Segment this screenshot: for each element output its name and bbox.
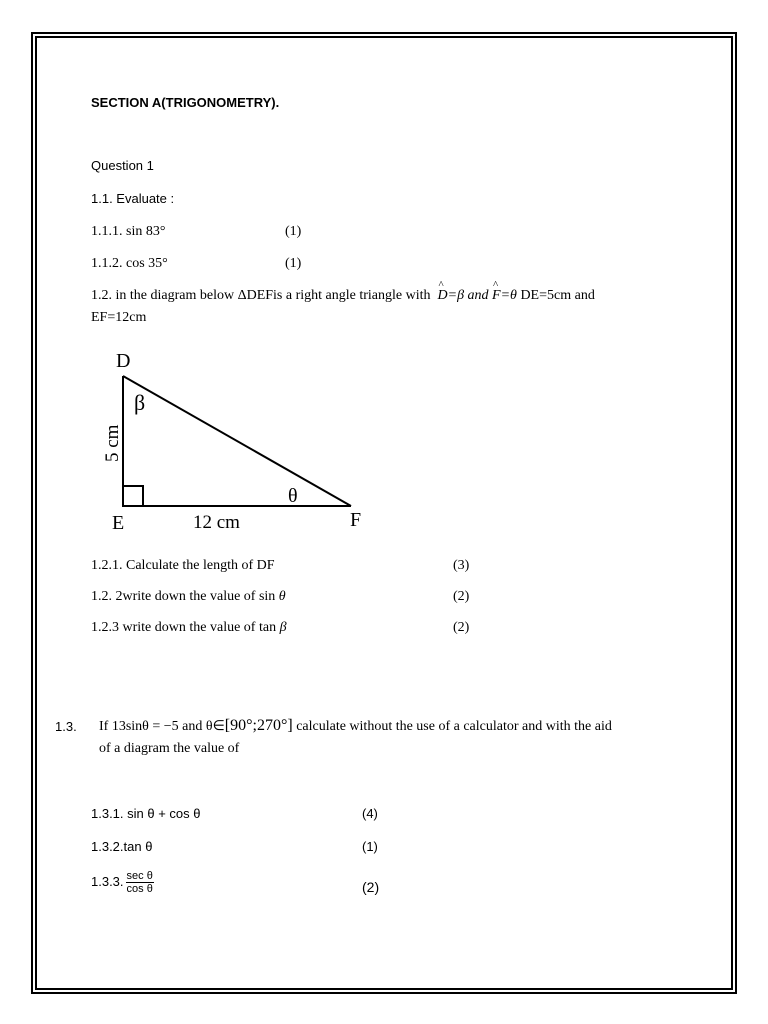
- section-title: SECTION A(TRIGONOMETRY).: [91, 95, 280, 110]
- question-1-3-2-marks: (1): [362, 839, 378, 854]
- question-1-2-text: 1.2. in the diagram below ΔDEFis a right angle triangle with: [91, 288, 431, 303]
- question-1-2-2: [91, 589, 286, 605]
- fraction-denominator: cos θ: [126, 883, 153, 895]
- question-1-1: 1.1. Evaluate :: [91, 191, 175, 206]
- angle-theta-label: θ: [288, 485, 298, 507]
- and-word: and: [467, 288, 489, 303]
- question-1-2-1: 1.2.1. Calculate the length of DF: [91, 558, 275, 573]
- question-1-2-3-var: β: [279, 620, 287, 635]
- question-1-2-3: [91, 620, 287, 636]
- side-de-label: 5 cm: [102, 424, 123, 462]
- question-1-3-3-label: 1.3.3.: [91, 873, 124, 889]
- question-1-3-line1: [99, 717, 612, 735]
- question-1-3-1-marks: (4): [362, 806, 378, 821]
- question-1-3-instruction: calculate without the use of a calculator and with the aid: [296, 719, 612, 734]
- question-1-2-1-marks: (3): [453, 558, 470, 573]
- question-1-3-3: [91, 870, 154, 895]
- question-1-3-line2: of a diagram the value of: [99, 741, 240, 756]
- question-1-3-interval: [90°;270°]: [224, 717, 293, 734]
- vertex-e-label: E: [112, 512, 125, 534]
- question-1-2-3-text: 1.2.3 write down the value of tan: [91, 620, 277, 635]
- angle-f-equals: =θ: [500, 288, 517, 303]
- question-1-2-2-var: θ: [278, 589, 286, 604]
- question-1-3-2: 1.3.2.tan θ: [91, 839, 153, 854]
- question-1-1-1: 1.1.1. sin 83°: [91, 224, 166, 239]
- question-1-3-3-marks: (2): [362, 879, 380, 895]
- question-1-3-1: 1.3.1. sin θ + cos θ: [91, 806, 201, 821]
- question-1-3-condition: If 13sinθ = −5 and θ∈: [99, 719, 225, 734]
- side-df-line: [123, 376, 351, 506]
- question-1-2-line2: EF=12cm: [91, 310, 147, 325]
- question-1-2-3-marks: (2): [453, 620, 470, 635]
- question-1-1-2: 1.1.2. cos 35°: [91, 256, 168, 271]
- question-1-3-number: 1.3.: [55, 719, 77, 734]
- question-1-2-sides: DE=5cm and: [520, 288, 595, 303]
- angle-beta-label: β: [134, 390, 146, 415]
- angle-d-equals: =β: [447, 288, 465, 303]
- question-1-1-2-marks: (1): [285, 256, 302, 271]
- question-1-1-1-marks: (1): [285, 224, 302, 239]
- angle-f-symbol: ^ F: [492, 288, 501, 304]
- triangle-diagram: [95, 340, 385, 535]
- question-1-2-line1: [91, 288, 595, 304]
- vertex-d-label: D: [116, 350, 131, 372]
- right-angle-marker: [123, 486, 143, 506]
- angle-d-symbol: ^ D: [438, 288, 448, 304]
- sec-over-cos-fraction: [126, 870, 154, 895]
- fraction-numerator: sec θ: [126, 870, 153, 882]
- question-heading: Question 1: [91, 158, 154, 173]
- question-1-2-2-text: 1.2. 2write down the value of sin: [91, 589, 276, 604]
- vertex-f-label: F: [350, 509, 362, 531]
- side-ef-label: 12 cm: [193, 512, 240, 533]
- question-1-2-2-marks: (2): [453, 589, 470, 604]
